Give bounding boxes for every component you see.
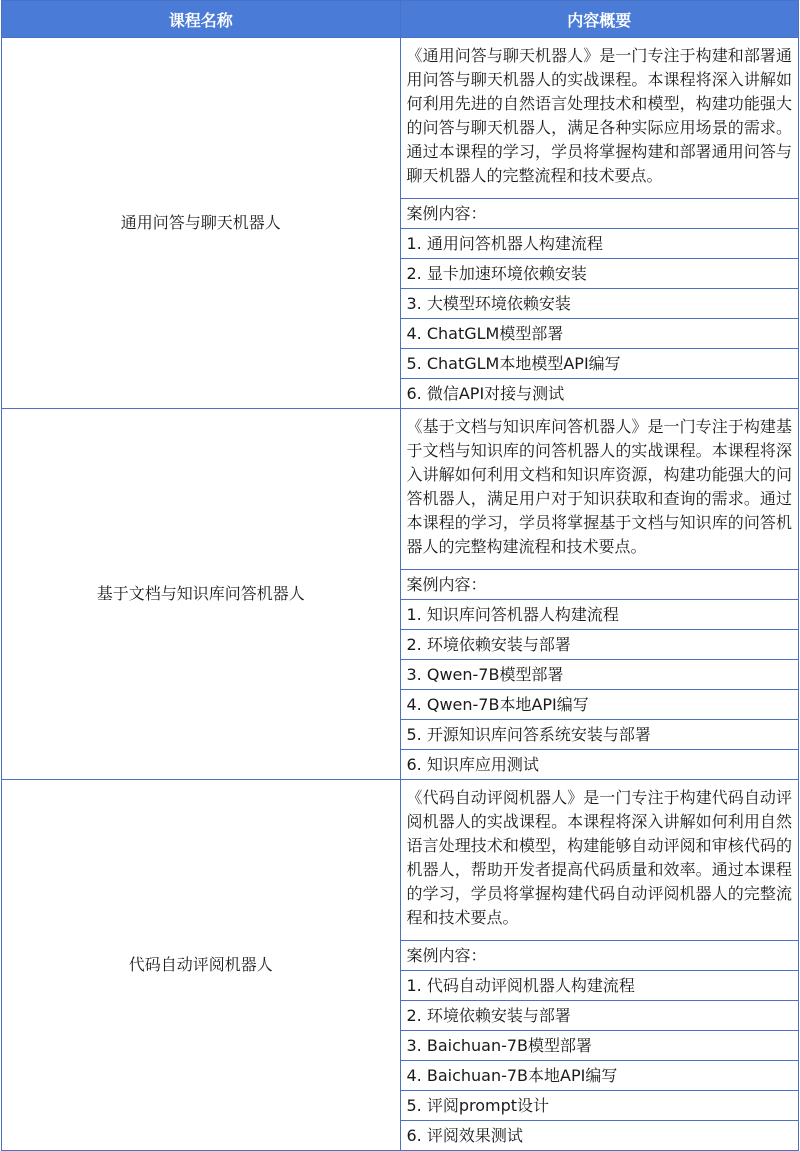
case-item: 4. Qwen-7B本地API编写 [400, 690, 799, 720]
table-row [2, 780, 799, 941]
course-name-cell: 代码自动评阅机器人 [2, 780, 401, 1151]
course-description: 《代码自动评阅机器人》是一门专注于构建代码自动评阅机器人的实战课程。本课程将深入讲解如何利用自然语言处理技术和模型，构建能够自动评阅和审核代码的机器人，帮助开发者提高代码质量和效率。通过本课程的学习，学员将掌握构建代码自动评阅机器人的完整流程和技术要点。 [400, 780, 799, 941]
cases-label: 案例内容： [400, 570, 799, 600]
case-item: 6. 微信API对接与测试 [400, 379, 799, 409]
table-row [2, 409, 799, 570]
header-course-name: 课程名称 [2, 1, 401, 38]
case-item: 3. Baichuan-7B模型部署 [400, 1031, 799, 1061]
case-item: 1. 通用问答机器人构建流程 [400, 229, 799, 259]
table-header-row [2, 1, 799, 38]
table-row [2, 38, 799, 199]
course-table [1, 0, 799, 1151]
case-item: 4. Baichuan-7B本地API编写 [400, 1061, 799, 1091]
case-item: 5. 评阅prompt设计 [400, 1091, 799, 1121]
case-item: 2. 显卡加速环境依赖安装 [400, 259, 799, 289]
case-item: 6. 评阅效果测试 [400, 1121, 799, 1151]
case-item: 1. 知识库问答机器人构建流程 [400, 600, 799, 630]
course-name-cell: 通用问答与聊天机器人 [2, 38, 401, 409]
course-name-cell: 基于文档与知识库问答机器人 [2, 409, 401, 780]
cases-label: 案例内容： [400, 941, 799, 971]
case-item: 5. 开源知识库问答系统安装与部署 [400, 720, 799, 750]
case-item: 5. ChatGLM本地模型API编写 [400, 349, 799, 379]
case-item: 2. 环境依赖安装与部署 [400, 1001, 799, 1031]
case-item: 2. 环境依赖安装与部署 [400, 630, 799, 660]
case-item: 3. 大模型环境依赖安装 [400, 289, 799, 319]
case-item: 1. 代码自动评阅机器人构建流程 [400, 971, 799, 1001]
header-content-summary: 内容概要 [400, 1, 799, 38]
case-item: 4. ChatGLM模型部署 [400, 319, 799, 349]
case-item: 3. Qwen-7B模型部署 [400, 660, 799, 690]
course-description: 《基于文档与知识库问答机器人》是一门专注于构建基于文档与知识库的问答机器人的实战课程。本课程将深入讲解如何利用文档和知识库资源，构建功能强大的问答机器人，满足用户对于知识获取和查询的需求。通过本课程的学习，学员将掌握基于文档与知识库的问答机器人的完整构建流程和技术要点。 [400, 409, 799, 570]
cases-label: 案例内容： [400, 199, 799, 229]
case-item: 6. 知识库应用测试 [400, 750, 799, 780]
course-description: 《通用问答与聊天机器人》是一门专注于构建和部署通用问答与聊天机器人的实战课程。本课程将深入讲解如何利用先进的自然语言处理技术和模型，构建功能强大的问答与聊天机器人，满足各种实际应用场景的需求。通过本课程的学习，学员将掌握构建和部署通用问答与聊天机器人的完整流程和技术要点。 [400, 38, 799, 199]
